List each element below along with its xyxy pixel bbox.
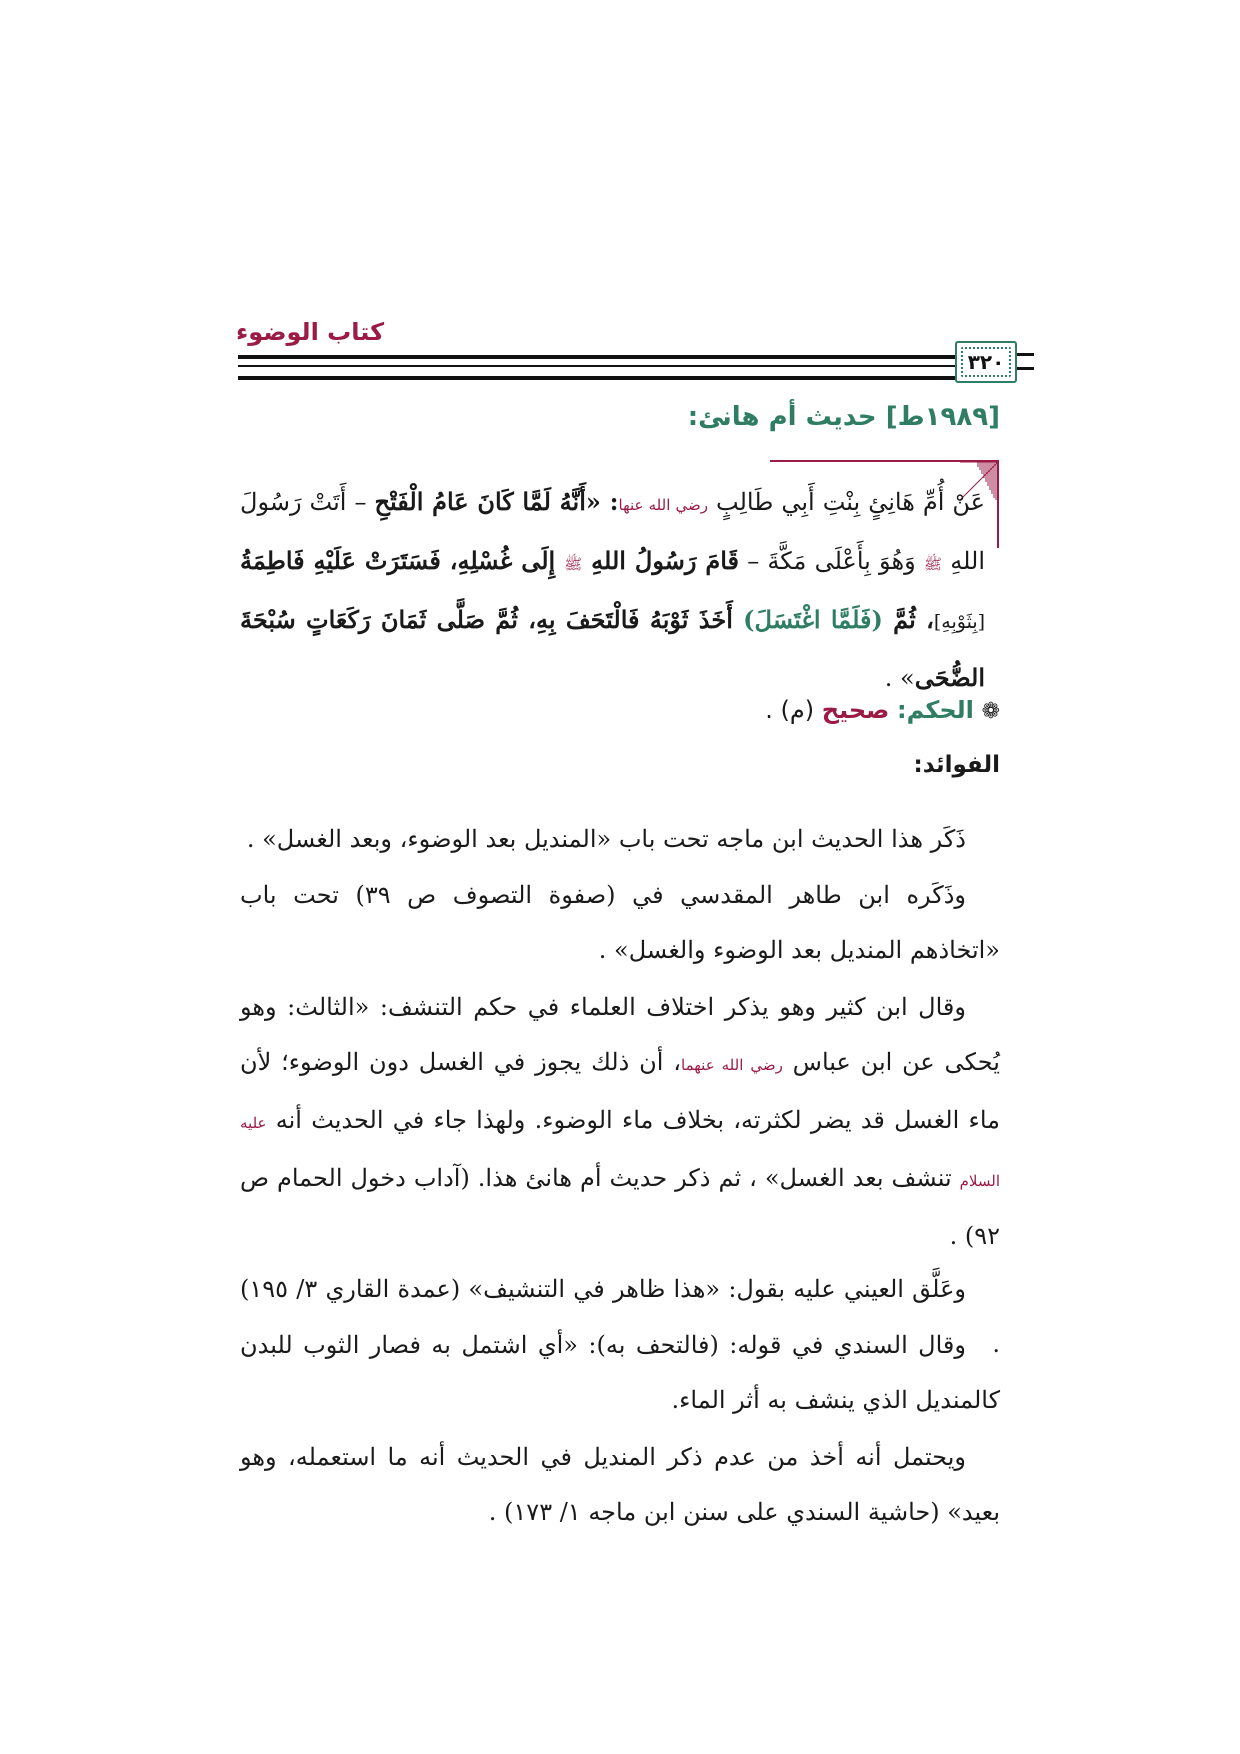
hadith-intro: عَنْ أُمِّ هَانِئٍ بِنْتِ أَبِي طَالِبٍ bbox=[716, 488, 985, 516]
honorific-glyph: ﷺ bbox=[923, 555, 943, 573]
benefit-paragraph: وعَلَّق العيني عليه بقول: «هذا ظاهر في التنشيف» (عمدة القاري ٣/ ١٩٥) . bbox=[240, 1275, 1000, 1358]
header-rule bbox=[1014, 353, 1034, 356]
hadith-quote: أَخَذَ ثَوْبَهُ فَالْتَحَفَ بِهِ، ثُمَّ صَلَّى ثَمَانَ رَكَعَاتٍ سُبْحَةَ الضُّحَى bbox=[240, 605, 985, 692]
ruling-line bbox=[765, 696, 1000, 724]
honorific-glyph: ﷺ bbox=[564, 555, 583, 573]
hadith-variant: (فَلَمَّا اغْتَسَلَ) bbox=[743, 605, 883, 634]
page-number: ٣٢٠ bbox=[967, 350, 1005, 374]
benefit-paragraph: ويحتمل أنه أخذ من عدم ذكر المنديل في الحديث أنه ما استعمله، وهو بعيد» (حاشية السندي على سنن ابن ماجه ١/ ١٧٣) . bbox=[240, 1443, 1000, 1526]
hadith-text bbox=[240, 474, 985, 706]
hadith-variant: [بِثَوْبِهِ] bbox=[933, 611, 986, 633]
header-rule bbox=[238, 355, 1014, 359]
hadith-quote: وَهُوَ بِأَعْلَى مَكَّةَ – bbox=[739, 547, 924, 575]
honorific-glyph: عليه السلام bbox=[240, 1114, 1000, 1190]
benefit-paragraph bbox=[240, 980, 1000, 1264]
page-number-badge bbox=[955, 341, 1017, 383]
benefit-text: تنشف بعد الغسل» ، ثم ذكر حديث أم هانئ هذا. (آداب دخول الحمام ص ٩٢) . bbox=[240, 1164, 1000, 1250]
hadith-quote: – أَتَتْ رَسُولَ اللهِ bbox=[240, 488, 986, 575]
hadith-quote: : «أَنَّهُ لَمَّا كَانَ عَامُ الْفَتْحِ bbox=[374, 487, 619, 516]
honorific-glyph: رضي الله عنها bbox=[618, 496, 708, 514]
benefit-paragraph: وذَكَره ابن طاهر المقدسي في (صفوة التصوف ص ٣٩) تحت باب «اتخاذهم المنديل بعد الوضوء والغسل» . bbox=[240, 881, 1000, 964]
honorific-glyph: رضي الله عنهما bbox=[681, 1056, 783, 1074]
hadith-heading: [١٩٨٩ط] حديث أم هانئ: bbox=[687, 402, 1000, 432]
ruling-label: الحكم: bbox=[897, 696, 974, 724]
benefit-text: ، أن ذلك يجوز في الغسل دون الوضوء؛ لأن ماء الغسل قد يضر لكثرته، بخلاف ماء الوضوء. ولهذا جاء في الحديث أنه bbox=[240, 1048, 1000, 1134]
book-title: كتاب الوضوء bbox=[236, 318, 385, 346]
flower-icon: ❁ bbox=[981, 699, 1000, 724]
hadith-quote: ، ثُمَّ bbox=[882, 605, 934, 634]
hadith-quote-end: » . bbox=[884, 664, 915, 692]
benefit-paragraph: وقال السندي في قوله: (فالتحف به): «أي اشتمل به فصار الثوب للبدن كالمنديل الذي ينشف به أثر الماء. bbox=[240, 1331, 1000, 1414]
hadith-quote: إِلَى غُسْلِهِ، فَسَتَرَتْ عَلَيْهِ فَاطِمَةُ bbox=[240, 546, 565, 575]
header-rule bbox=[1014, 367, 1034, 370]
benefits-heading: الفوائد: bbox=[913, 752, 1000, 778]
header-rule bbox=[238, 376, 1014, 380]
ruling-value: صحيح bbox=[821, 696, 890, 724]
benefit-text: وقال ابن كثير وهو يذكر اختلاف العلماء في حكم التنشف: «الثالث: وهو يُحكى عن ابن عباس bbox=[240, 993, 1000, 1076]
hadith-quote: قَامَ رَسُولُ اللهِ bbox=[582, 546, 739, 575]
ruling-source: (م) . bbox=[765, 696, 815, 724]
benefit-paragraph: ذَكَر هذا الحديث ابن ماجه تحت باب «المنديل بعد الوضوء، وبعد الغسل» . bbox=[246, 825, 966, 853]
header-rule bbox=[238, 365, 1014, 367]
